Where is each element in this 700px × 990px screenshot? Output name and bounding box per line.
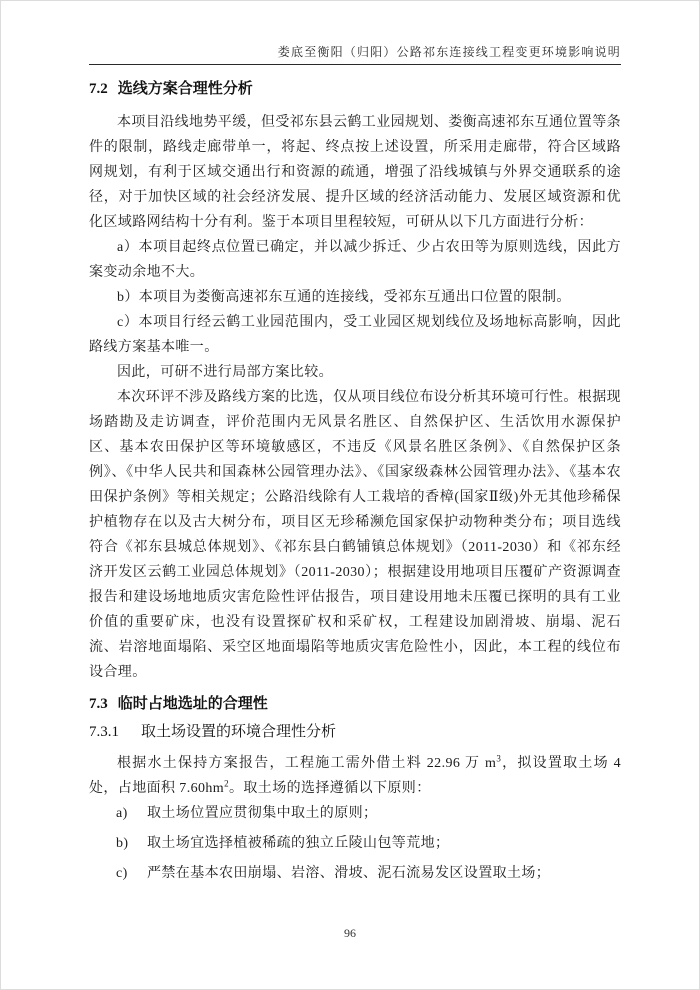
list-item-marker: b): [116, 836, 129, 851]
paragraph-with-superscripts: [89, 751, 621, 801]
subsection-title: 取土场设置的环境合理性分析: [141, 724, 337, 740]
paragraph: a）本项目起终点位置已确定，并以减少拆迁、少占农田等为原则选线，因此方案变动余地不大。: [89, 240, 621, 280]
paragraph: c）本项目行经云鹤工业园范围内，受工业园区规划线位及场地标高影响，因此路线方案基本唯一。: [89, 315, 621, 355]
section-number: 7.3: [89, 696, 108, 712]
intro-text-1: 根据水土保持方案报告，工程施工需外借土料 22.96 万 m: [117, 756, 497, 771]
list-item-text: 取土场位置应贯彻集中取土的原则；: [147, 806, 378, 821]
list-item: [89, 831, 621, 856]
section-title: 选线方案合理性分析: [117, 80, 253, 97]
superscript-squared: 2: [224, 778, 229, 789]
list-item-text: 严禁在基本农田崩塌、岩溶、滑坡、泥石流易发区设置取土场；: [147, 866, 551, 881]
intro-text-3: 。取土场的选择遵循以下原则：: [229, 781, 431, 796]
subsection-heading-7-3-1: [89, 722, 621, 743]
list-item-text: 取土场宜选择植被稀疏的独立丘陵山包等荒地；: [147, 836, 450, 851]
section-title: 临时占地选址的合理性: [117, 695, 268, 712]
page-number: 96: [344, 926, 356, 940]
list-item-marker: a): [116, 806, 128, 821]
section-number: 7.2: [89, 81, 108, 97]
intro-text-2: ，拟设置取土场 4 处，占地面积 7.60hm: [89, 756, 621, 796]
paragraph: 本次环评不涉及路线方案的比选，仅从项目线位布设分析其环境可行性。根据现场踏勘及走访调查，评价范围内无风景名胜区、自然保护区、生活饮用水源保护区、基本农田保护区等环境敏感区，不违反《风景名胜区条例》、《自然保护区条例》、《中华人民共和国森林公园管理办法》、《国家级森林公园管理办法》、《基本农田保护条例》等相关规定；公路沿线除有人工栽培的香樟(国家Ⅱ级)外无其他珍稀保护植物存在以及古大树分布，项目区无珍稀濒危国家保护动物种类分布；项目选线符合《祁东县城总体规划》、《祁东县白鹤铺镇总体规划》（2011-2030）和《祁东经济开发区云鹤工业园总体规划》（2011-2030）；根据建设用地项目压覆矿产资源调查报告和建设场地地质灾害危险性评估报告，项目建设用地未压覆已探明的具有工业价值的重要矿床，也没有设置探矿权和采矿权，工程建设加剧滑坡、崩塌、泥石流、岩溶地面塌陷、采空区地面塌陷等地质灾害危险性小，因此，本工程的线位布设合理。: [89, 390, 621, 680]
list-item: [89, 801, 621, 826]
paragraph: 本项目沿线地势平缓，但受祁东县云鹤工业园规划、娄衡高速祁东互通位置等条件的限制，路线走廊带单一，将起、终点按上述设置，所采用走廊带，符合区域路网规划，有利于区域交通出行和资源的疏通，增强了沿线城镇与外界交通联系的途径，对于加快区域的社会经济发展、提升区域的经济活动能力、发展区域资源和优化区域路网结构十分有利。鉴于本项目里程较短，可研从以下几方面进行分析：: [89, 115, 621, 230]
section-heading-7-2: [89, 78, 621, 100]
paragraph: 因此，可研不进行局部方案比较。: [117, 365, 333, 380]
list-item: [89, 861, 621, 886]
subsection-number: 7.3.1: [89, 724, 119, 740]
section-heading-7-3: [89, 693, 621, 715]
superscript-cubed: 3: [496, 753, 502, 764]
list-item-marker: c): [116, 866, 128, 881]
page-content: [89, 78, 621, 891]
header-rule: [89, 64, 621, 65]
paragraph: b）本项目为娄衡高速祁东互通的连接线，受祁东互通出口位置的限制。: [117, 290, 571, 305]
running-header: 娄底至衡阳（归阳）公路祁东连接线工程变更环境影响说明: [277, 45, 621, 59]
